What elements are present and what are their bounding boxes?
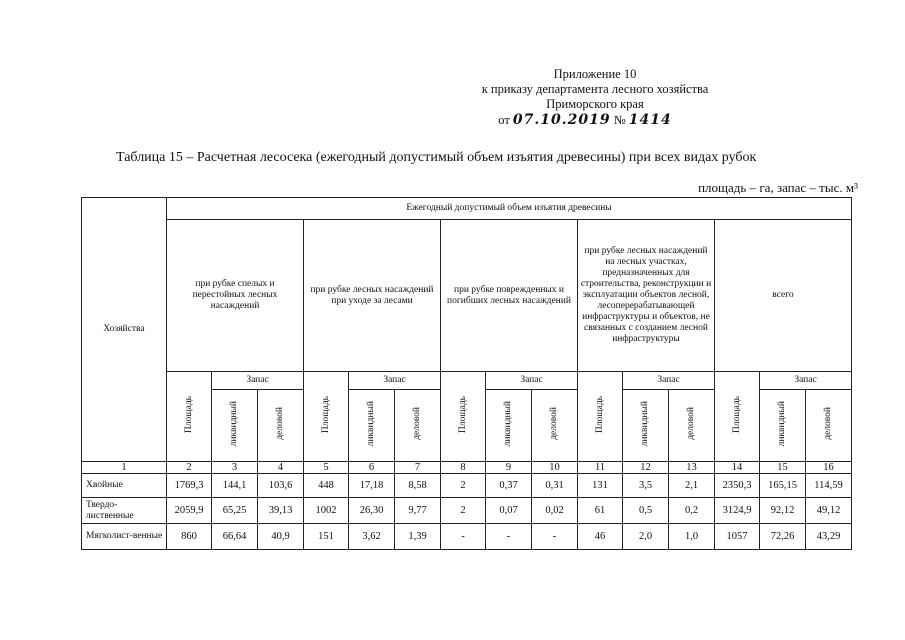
row-label: Твердо-лиственные	[82, 498, 167, 524]
stock-header: Запас	[486, 372, 578, 390]
table-cell: 3124,9	[715, 498, 760, 524]
area-header	[167, 372, 212, 462]
table-row	[82, 524, 852, 550]
table-cell: 1,39	[395, 524, 441, 550]
column-number: 6	[349, 462, 395, 474]
units-note: площадь – га, запас – тыс. м³	[698, 180, 858, 195]
stock-header-row	[82, 372, 852, 390]
table-cell: 3,5	[623, 474, 669, 498]
table-cell: 2	[441, 474, 486, 498]
row-label: Мягколист-венные	[82, 524, 167, 550]
table-cell: 103,6	[258, 474, 304, 498]
liquid-header	[760, 390, 806, 462]
business-header-label: деловой	[412, 407, 422, 440]
area-header	[715, 372, 760, 462]
appendix-title: Приложение 10	[553, 67, 637, 81]
group-construction: при рубке лесных насаждений на лесных участках, предназначенных для строительства, реконструкции и эксплуатации объектов лесной, лесоперерабатывающей инфраструктуры и объектов, не связанных с созданием лесной инфраструктуры	[578, 220, 715, 372]
table-cell: 1057	[715, 524, 760, 550]
table-cell: 0,37	[486, 474, 532, 498]
date-prefix: от	[498, 113, 510, 127]
column-number: 10	[532, 462, 578, 474]
table-cell: 8,58	[395, 474, 441, 498]
column-number: 14	[715, 462, 760, 474]
table-cell: 0,02	[532, 498, 578, 524]
area-header-label: Площадь	[320, 395, 331, 434]
liquid-header-label: ликвидный	[640, 400, 650, 447]
table-cell: 114,59	[806, 474, 852, 498]
liquid-header-label: ликвидный	[503, 400, 513, 447]
table-cell: 151	[304, 524, 349, 550]
area-header-label: Площадь	[731, 395, 742, 434]
liquid-header	[349, 390, 395, 462]
table-cell: 40,9	[258, 524, 304, 550]
stock-header: Запас	[760, 372, 852, 390]
column-number: 2	[167, 462, 212, 474]
table-cell: 0,2	[669, 498, 715, 524]
area-header-label: Площадь	[594, 395, 605, 434]
column-number: 8	[441, 462, 486, 474]
liquid-header	[212, 390, 258, 462]
table-cell: 860	[167, 524, 212, 550]
table-cell: 72,26	[760, 524, 806, 550]
liquid-header	[623, 390, 669, 462]
table-cell: 1002	[304, 498, 349, 524]
table-cell: 2	[441, 498, 486, 524]
table-cell: 39,13	[258, 498, 304, 524]
table-cell: 131	[578, 474, 623, 498]
table-cell: -	[441, 524, 486, 550]
column-number: 11	[578, 462, 623, 474]
group-total: всего	[715, 220, 852, 372]
table-cell: 0,31	[532, 474, 578, 498]
table-cell: 9,77	[395, 498, 441, 524]
table-cell: 2059,9	[167, 498, 212, 524]
table-cell: 144,1	[212, 474, 258, 498]
liquid-header-label: ликвидный	[777, 400, 787, 447]
table-cell: 1769,3	[167, 474, 212, 498]
group-thinning: при рубке лесных насаждений при уходе за лесами	[304, 220, 441, 372]
table-title: Таблица 15 – Расчетная лесосека (ежегодный допустимый объем изъятия древесины) при всех видах рубок	[116, 150, 757, 165]
group-header: Ежегодный допустимый объем изъятия древесины	[167, 198, 852, 220]
table-cell: 26,30	[349, 498, 395, 524]
table-cell: 46	[578, 524, 623, 550]
table-cell: 49,12	[806, 498, 852, 524]
group-damaged: при рубке поврежденных и погибших лесных насаждений	[441, 220, 578, 372]
table-cell: 61	[578, 498, 623, 524]
table-cell: 66,64	[212, 524, 258, 550]
column-number: 16	[806, 462, 852, 474]
area-header	[578, 372, 623, 462]
table-cell: 448	[304, 474, 349, 498]
group-mature: при рубке спелых и перестойных лесных насаждений	[167, 220, 304, 372]
row-label: Хвойные	[82, 474, 167, 498]
table-cell: 165,15	[760, 474, 806, 498]
table-cell: 17,18	[349, 474, 395, 498]
column-number: 15	[760, 462, 806, 474]
column-number: 4	[258, 462, 304, 474]
table-row	[82, 498, 852, 524]
handwritten-number: 1414	[628, 112, 672, 128]
liquid-header-label: ликвидный	[229, 400, 239, 447]
column-number: 12	[623, 462, 669, 474]
area-header	[304, 372, 349, 462]
business-header-label: деловой	[686, 407, 696, 440]
business-header	[258, 390, 304, 462]
stock-header: Запас	[349, 372, 441, 390]
business-header-label: деловой	[823, 407, 833, 440]
table-cell: 65,25	[212, 498, 258, 524]
column-number: 9	[486, 462, 532, 474]
stock-header: Запас	[212, 372, 304, 390]
column-number: 1	[82, 462, 167, 474]
business-header-label: деловой	[549, 407, 559, 440]
table-cell: 2350,3	[715, 474, 760, 498]
business-header	[532, 390, 578, 462]
order-reference: к приказу департамента лесного хозяйства	[481, 82, 709, 96]
business-header	[669, 390, 715, 462]
business-header-label: деловой	[275, 407, 285, 440]
area-header	[441, 372, 486, 462]
column-number-row	[82, 462, 852, 474]
liquid-header	[486, 390, 532, 462]
forest-table	[81, 197, 852, 550]
region-name: Приморского края	[546, 97, 644, 111]
column-number: 5	[304, 462, 349, 474]
table-cell: 0,07	[486, 498, 532, 524]
table-cell: 92,12	[760, 498, 806, 524]
number-prefix: №	[613, 113, 626, 127]
table-cell: 3,62	[349, 524, 395, 550]
liquid-header-label: ликвидный	[366, 400, 376, 447]
column-number: 13	[669, 462, 715, 474]
table-cell: 2,0	[623, 524, 669, 550]
table-cell: 0,5	[623, 498, 669, 524]
column-number: 3	[212, 462, 258, 474]
area-header-label: Площадь	[457, 395, 468, 434]
table-cell: 2,1	[669, 474, 715, 498]
handwritten-date: 07.10.2019	[512, 112, 611, 128]
business-header	[395, 390, 441, 462]
area-header-label: Площадь	[183, 395, 194, 434]
date-number-line	[470, 113, 700, 128]
table-cell: -	[532, 524, 578, 550]
column-number: 7	[395, 462, 441, 474]
owner-header: Хозяйства	[82, 198, 167, 462]
table-cell: 1,0	[669, 524, 715, 550]
stock-header: Запас	[623, 372, 715, 390]
business-header	[806, 390, 852, 462]
table-row	[82, 474, 852, 498]
table-cell: -	[486, 524, 532, 550]
table-cell: 43,29	[806, 524, 852, 550]
